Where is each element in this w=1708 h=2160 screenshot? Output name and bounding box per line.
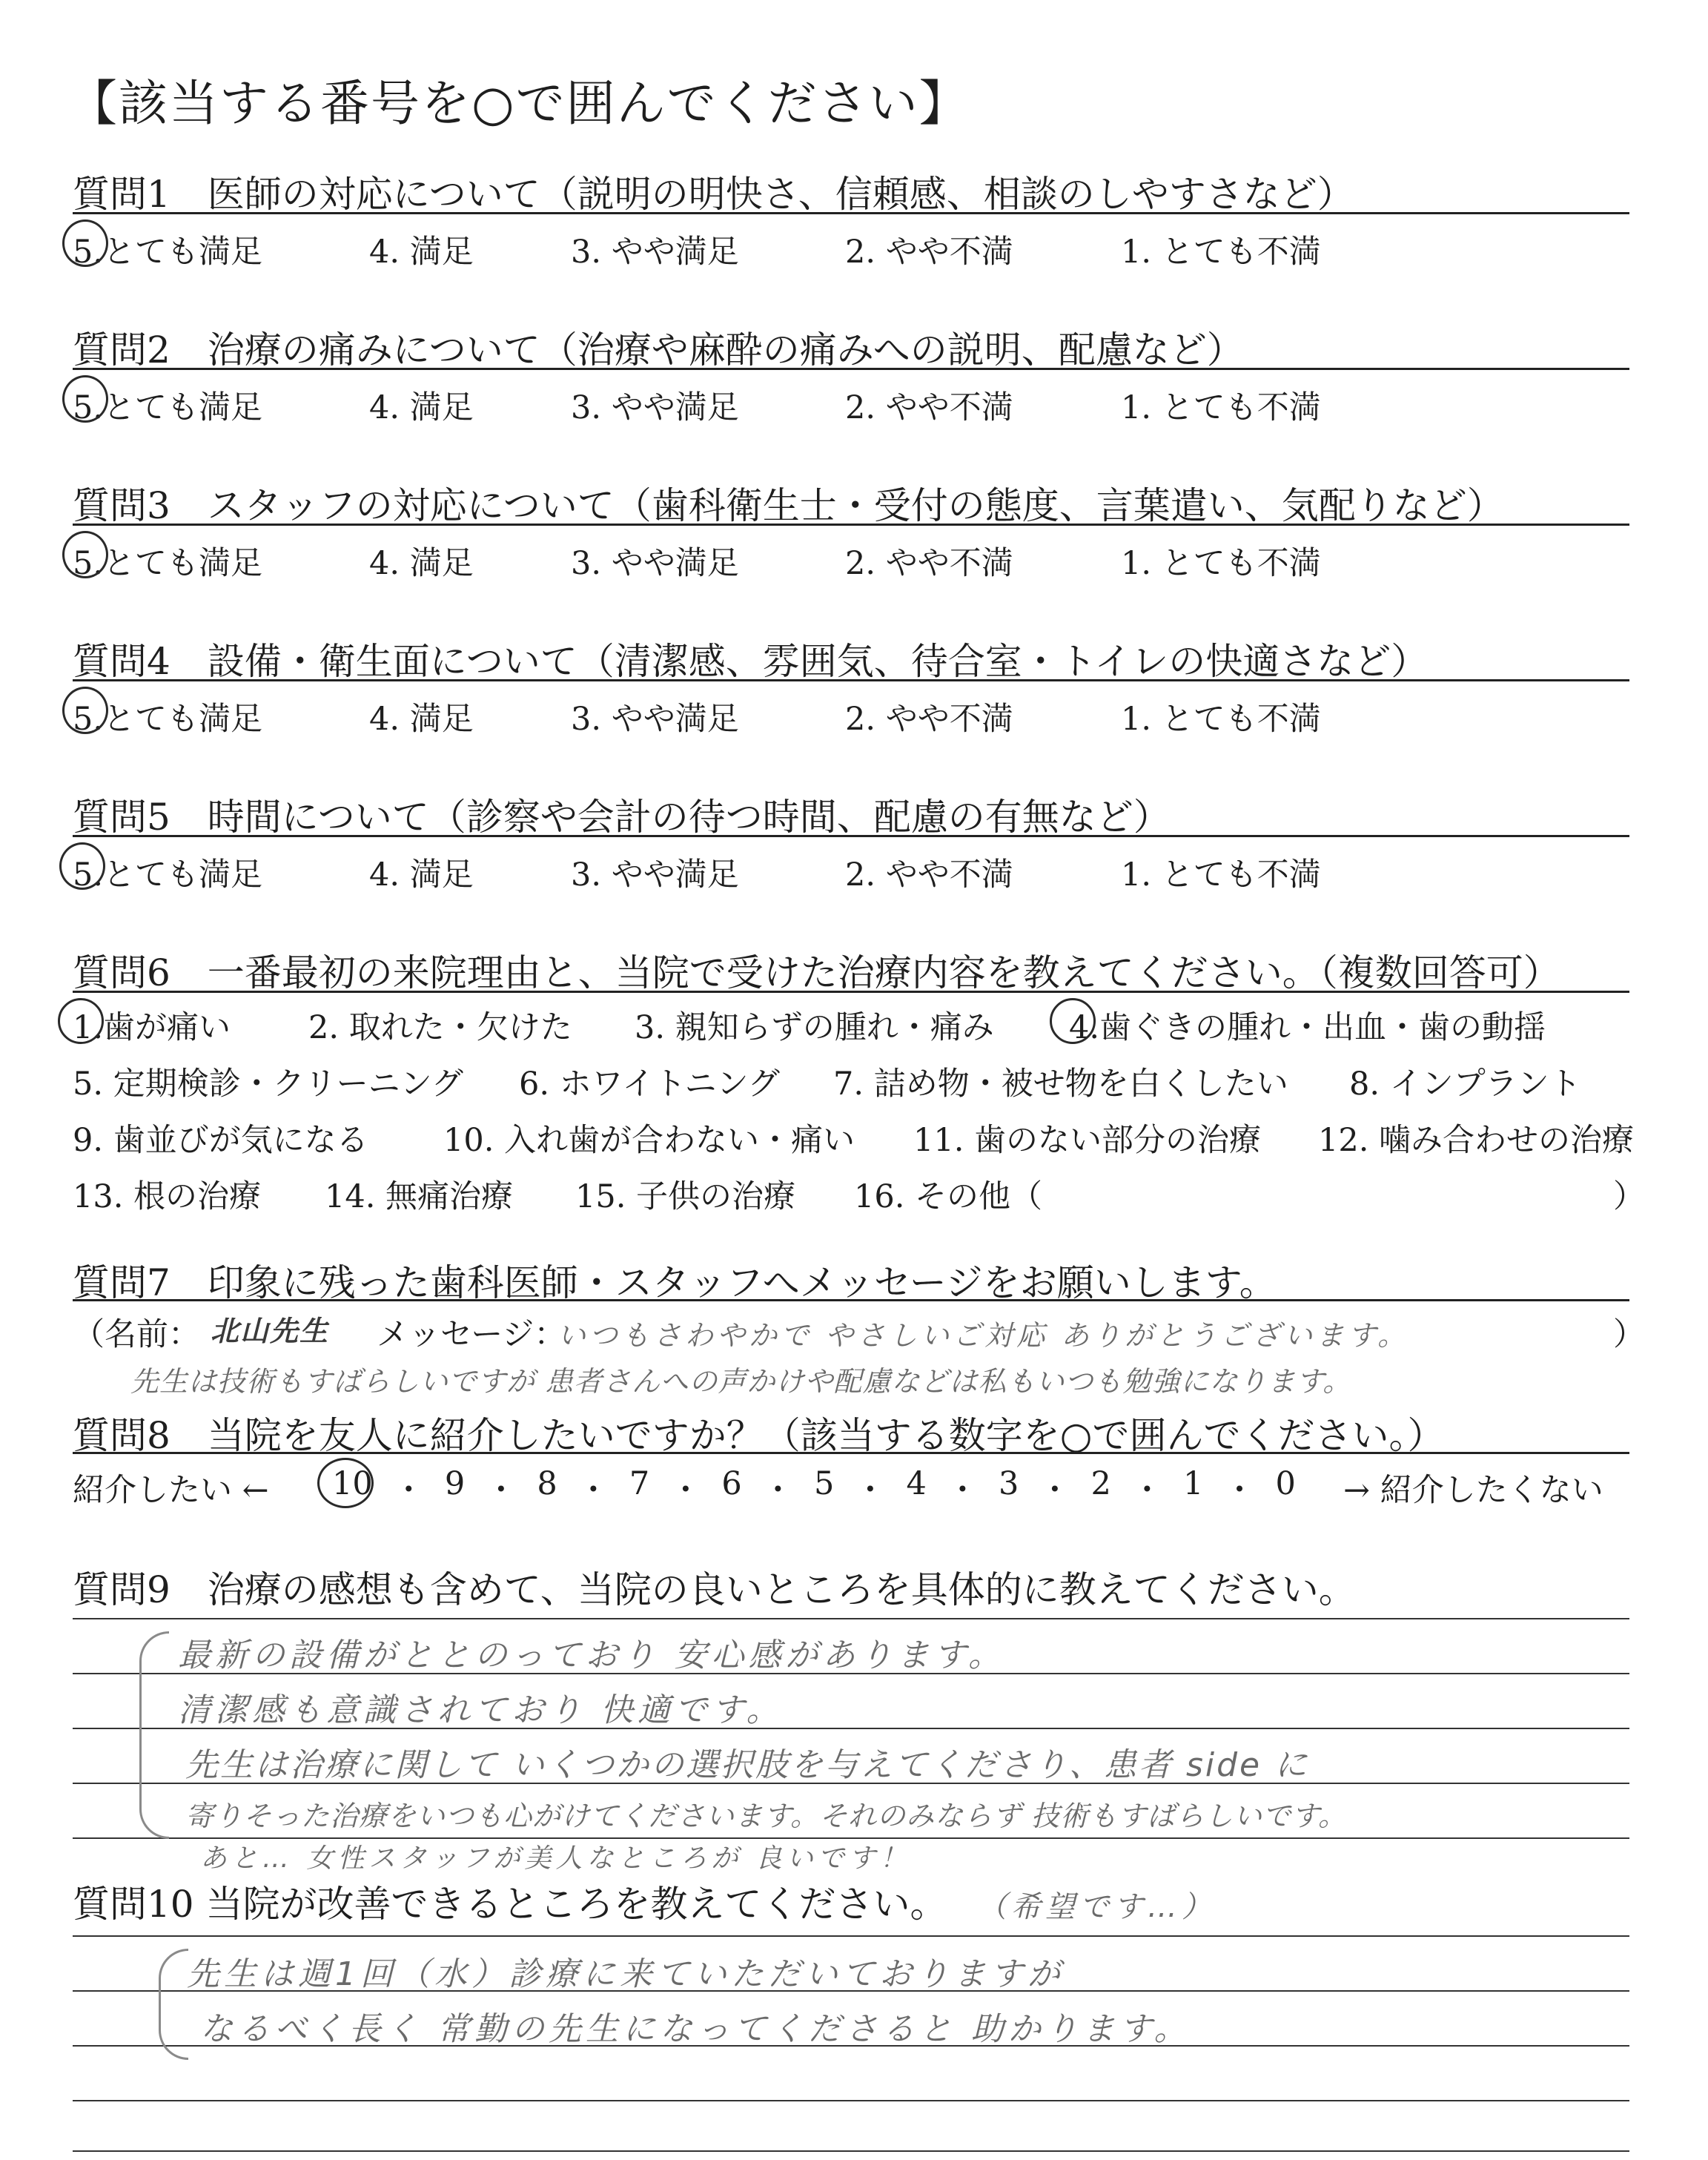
- question-8-rule: [73, 1452, 1629, 1454]
- q10-answer-line-2[interactable]: なるべく長く 常勤の先生になってくださると 助かります。: [200, 2010, 1191, 2048]
- q8-dot: ・: [485, 1472, 517, 1509]
- question-5-rule: [73, 835, 1629, 837]
- q7-message-line-1[interactable]: いつもさわやかで やさしいご対応 ありがとうございます。: [557, 1319, 1410, 1352]
- question-7-rule: [73, 1299, 1629, 1301]
- q8-score-10[interactable]: 10: [332, 1465, 373, 1502]
- q6-item-11[interactable]: 11. 歯のない部分の治療: [913, 1122, 1262, 1159]
- q8-right-label: → 紹介したくない: [1343, 1472, 1603, 1509]
- question-3-label: 質問3 スタッフの対応について（歯科衛生士・受付の態度、言葉遣い、気配りなど）: [73, 484, 1504, 527]
- question-2-label: 質問2 治療の痛みについて（治療や麻酔の痛みへの説明、配慮など）: [73, 328, 1244, 371]
- q8-score-7[interactable]: 7: [629, 1465, 650, 1502]
- q8-score-8[interactable]: 8: [537, 1465, 557, 1502]
- q5-option-5[interactable]: 5.とても満足: [73, 856, 263, 894]
- q6-item-5[interactable]: 5. 定期検診・クリーニング: [73, 1066, 463, 1103]
- q6-answer-circle-1: [58, 998, 104, 1044]
- q1-option-2[interactable]: 2. やや不満: [845, 234, 1013, 271]
- q7-close-paren: ）: [1613, 1316, 1645, 1353]
- q3-option-1[interactable]: 1. とても不満: [1121, 545, 1321, 582]
- q9-answer-line-3[interactable]: 先生は治療に関して いくつかの選択肢を与えてくださり、患者 side に: [185, 1746, 1310, 1784]
- q5-answer-circle: [59, 842, 105, 890]
- q7-message-label: メッセージ：: [377, 1316, 566, 1353]
- question-7-label: 質問7 印象に残った歯科医師・スタッフへメッセージをお願いします。: [73, 1261, 1277, 1304]
- q8-dot: ・: [1131, 1472, 1163, 1509]
- page-title: 【該当する番号を○で囲んでください】: [68, 75, 970, 132]
- q6-answer-circle-4: [1050, 998, 1096, 1044]
- q2-option-4[interactable]: 4. 満足: [369, 389, 474, 426]
- q1-option-4[interactable]: 4. 満足: [369, 234, 474, 271]
- q4-option-1[interactable]: 1. とても不満: [1121, 701, 1321, 738]
- q8-dot: ・: [392, 1472, 425, 1509]
- q1-option-3[interactable]: 3. やや満足: [571, 234, 739, 271]
- q6-item-3[interactable]: 3. 親知らずの腫れ・痛み: [635, 1009, 994, 1046]
- question-3-rule: [73, 524, 1629, 526]
- q2-option-2[interactable]: 2. やや不満: [845, 389, 1013, 426]
- q1-option-5[interactable]: 5.とても満足: [73, 234, 263, 271]
- q2-option-5[interactable]: 5.とても満足: [73, 389, 263, 426]
- question-6-label: 質問6 一番最初の来院理由と、当院で受けた治療内容を教えてください。（複数回答可）: [73, 951, 1560, 994]
- question-1-label: 質問1 医師の対応について（説明の明快さ、信頼感、相談のしやすさなど）: [73, 173, 1354, 216]
- q4-answer-circle: [62, 687, 108, 734]
- q9-answer-line-1[interactable]: 最新の設備がととのっており 安心感があります。: [178, 1636, 1006, 1674]
- q2-option-3[interactable]: 3. やや満足: [571, 389, 739, 426]
- question-10-label: 質問10 当院が改善できるところを教えてください。: [73, 1883, 947, 1926]
- q10-note: （希望です…）: [977, 1890, 1216, 1924]
- q8-dot: ・: [1223, 1472, 1256, 1509]
- q5-option-3[interactable]: 3. やや満足: [571, 856, 739, 894]
- question-8-label: 質問8 当院を友人に紹介したいですか？（該当する数字を○で囲んでください。）: [73, 1414, 1445, 1457]
- q3-option-3[interactable]: 3. やや満足: [571, 545, 739, 582]
- q9-handwritten-bracket: [139, 1631, 169, 1839]
- q9-line: [73, 1618, 1629, 1619]
- question-2-rule: [73, 368, 1629, 370]
- q10-answer-line-1[interactable]: 先生は週1回（水）診療に来ていただいておりますが: [187, 1955, 1065, 1993]
- q8-answer-circle: [317, 1458, 374, 1508]
- q6-item-10[interactable]: 10. 入れ歯が合わない・痛い: [443, 1122, 855, 1159]
- q5-option-2[interactable]: 2. やや不満: [845, 856, 1013, 894]
- q1-answer-circle: [62, 219, 108, 267]
- q8-score-2[interactable]: 2: [1090, 1465, 1111, 1502]
- q2-option-1[interactable]: 1. とても不満: [1121, 389, 1321, 426]
- q6-item-16-close: ）: [1613, 1178, 1645, 1215]
- q4-option-4[interactable]: 4. 満足: [369, 701, 474, 738]
- q8-scale: [332, 1465, 1296, 1510]
- q6-item-14[interactable]: 14. 無痛治療: [325, 1178, 514, 1215]
- question-9-label: 質問9 治療の感想も含めて、当院の良いところを具体的に教えてください。: [73, 1568, 1356, 1611]
- q3-answer-circle: [62, 531, 108, 578]
- q6-item-15[interactable]: 15. 子供の治療: [575, 1178, 796, 1215]
- q10-line: [73, 2100, 1629, 2101]
- q7-name-label: （名前：: [73, 1316, 200, 1353]
- q3-option-5[interactable]: 5.とても満足: [73, 545, 263, 582]
- question-4-label: 質問4 設備・衛生面について（清潔感、雰囲気、待合室・トイレの快適さなど）: [73, 640, 1429, 683]
- q4-option-5[interactable]: 5.とても満足: [73, 701, 263, 738]
- q6-item-16[interactable]: 16. その他（: [854, 1178, 1043, 1215]
- q4-option-2[interactable]: 2. やや不満: [845, 701, 1013, 738]
- q10-line: [73, 2150, 1629, 2152]
- q6-item-6[interactable]: 6. ホワイトニング: [519, 1066, 780, 1103]
- q6-item-8[interactable]: 8. インプラント: [1349, 1066, 1581, 1103]
- q6-item-9[interactable]: 9. 歯並びが気になる: [73, 1122, 368, 1159]
- q4-option-3[interactable]: 3. やや満足: [571, 701, 739, 738]
- q6-item-4[interactable]: 4.歯ぐきの腫れ・出血・歯の動揺: [1069, 1009, 1546, 1046]
- q8-score-4[interactable]: 4: [906, 1465, 927, 1502]
- q3-option-4[interactable]: 4. 満足: [369, 545, 474, 582]
- q8-score-5[interactable]: 5: [813, 1465, 835, 1502]
- q10-line: [73, 1935, 1629, 1937]
- q8-dot: ・: [1039, 1472, 1071, 1509]
- q5-option-4[interactable]: 4. 満足: [369, 856, 474, 894]
- q6-item-7[interactable]: 7. 詰め物・被せ物を白くしたい: [833, 1066, 1288, 1103]
- q8-dot: ・: [854, 1472, 887, 1509]
- q6-item-13[interactable]: 13. 根の治療: [73, 1178, 262, 1215]
- q7-name-value[interactable]: 北山先生: [211, 1315, 330, 1347]
- q8-score-3[interactable]: 3: [998, 1465, 1019, 1502]
- q9-answer-line-4[interactable]: 寄りそった治療をいつも心がけてくださいます。それのみならず 技術もすばらしいです。: [185, 1800, 1348, 1832]
- q1-option-1[interactable]: 1. とても不満: [1121, 234, 1321, 271]
- question-4-rule: [73, 679, 1629, 681]
- q8-score-9[interactable]: 9: [444, 1465, 466, 1502]
- q8-dot: ・: [946, 1472, 979, 1509]
- q9-answer-line-5[interactable]: あと… 女性スタッフが美人なところが 良いです！: [200, 1843, 911, 1874]
- q5-option-1[interactable]: 1. とても不満: [1121, 856, 1321, 894]
- q8-dot: ・: [761, 1472, 794, 1509]
- q10-handwritten-bracket: [159, 1949, 188, 2060]
- q8-dot: ・: [577, 1472, 609, 1509]
- q6-item-12[interactable]: 12. 噛み合わせの治療: [1318, 1122, 1635, 1159]
- q8-score-0[interactable]: 0: [1275, 1465, 1296, 1502]
- q9-answer-line-2[interactable]: 清潔感も意識されており 快適です。: [178, 1691, 784, 1729]
- q8-dot: ・: [669, 1472, 702, 1509]
- q7-message-line-2[interactable]: 先生は技術もすばらしいですが 患者さんへの声かけや配慮などは私もいつも勉強になります。: [130, 1365, 1352, 1398]
- q8-score-6[interactable]: 6: [721, 1465, 742, 1502]
- q2-answer-circle: [62, 375, 108, 423]
- q6-item-2[interactable]: 2. 取れた・欠けた: [308, 1009, 572, 1046]
- question-6-rule: [73, 991, 1629, 993]
- q8-left-label: 紹介したい ←: [73, 1472, 269, 1509]
- q3-option-2[interactable]: 2. やや不満: [845, 545, 1013, 582]
- question-1-rule: [73, 212, 1629, 214]
- q8-score-1[interactable]: 1: [1183, 1465, 1204, 1502]
- question-5-label: 質問5 時間について（診察や会計の待つ時間、配慮の有無など）: [73, 796, 1171, 839]
- q6-item-1[interactable]: 1.歯が痛い: [73, 1009, 231, 1046]
